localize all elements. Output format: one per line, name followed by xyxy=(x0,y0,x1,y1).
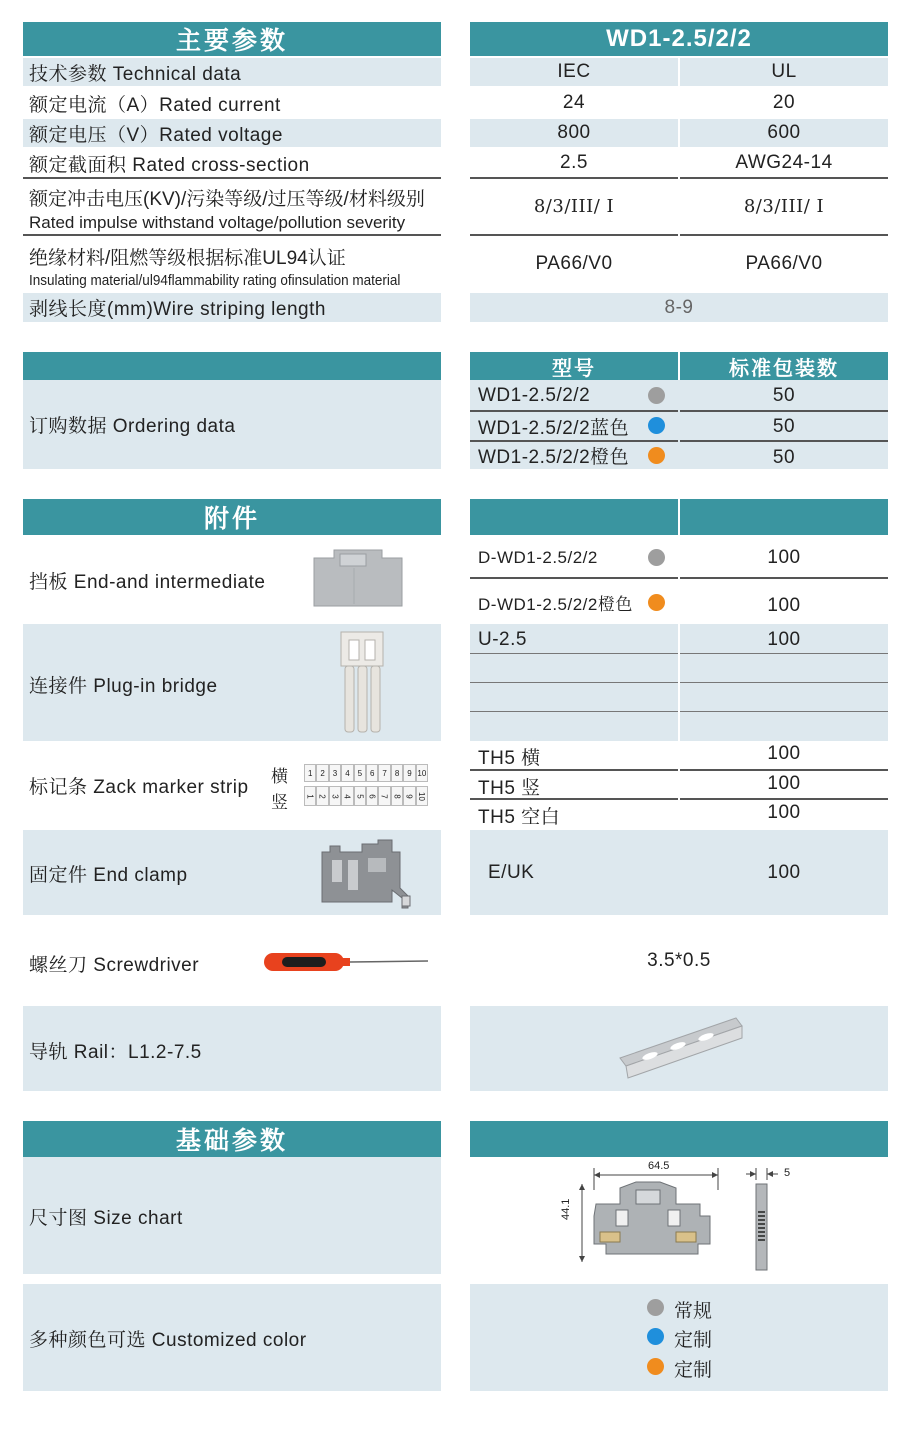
insulation-label-cn: 绝缘材料/阻燃等级根据标准UL94认证 xyxy=(29,248,346,269)
marker-cell: 10 xyxy=(416,764,428,782)
marker-item-qty: 100 xyxy=(767,743,801,764)
dimension-height: 44.1 xyxy=(560,1198,572,1220)
size-chart-label: 尺寸图 Size chart xyxy=(29,1207,183,1229)
marker-cell-text: 1 xyxy=(305,793,315,799)
end-plate-item-qty: 100 xyxy=(767,547,801,568)
accessories-header: 附件 xyxy=(23,499,441,535)
divider xyxy=(680,711,888,712)
divider xyxy=(470,234,678,236)
marker-cell: 2 xyxy=(316,764,328,782)
divider xyxy=(680,177,888,179)
marker-cell-text: 7 xyxy=(380,793,390,799)
screwdriver-image xyxy=(262,946,432,978)
clamp-model: E/UK xyxy=(488,862,535,883)
marker-cell-text: 3 xyxy=(330,793,340,799)
marker-cell-text: 8 xyxy=(392,793,402,799)
marker-cell xyxy=(378,786,390,806)
divider xyxy=(680,440,888,442)
main-params-header: 主要参数 xyxy=(23,22,441,56)
col-model-header: 型号 xyxy=(470,352,678,380)
marker-cell xyxy=(329,786,341,806)
divider xyxy=(470,682,678,683)
divider xyxy=(470,769,678,771)
divider xyxy=(680,577,888,579)
ul-header: UL xyxy=(771,61,797,82)
marker-cell: 4 xyxy=(341,764,353,782)
marker-cell-text: 4 xyxy=(342,793,352,799)
marker-strip-horizontal xyxy=(304,764,428,782)
gray-dot-icon xyxy=(648,387,665,404)
cross-section-label: 额定截面积 Rated cross-section xyxy=(29,154,310,176)
cross-section-ul: AWG24-14 xyxy=(735,152,833,173)
ordering-label: 订购数据 Ordering data xyxy=(29,416,236,437)
impulse-iec: 8/3/III/ I xyxy=(533,195,615,217)
marker-cell xyxy=(391,786,403,806)
rated-current-label: 额定电流（A）Rated current xyxy=(29,94,281,116)
wire-strip-label: 剥线长度(mm)Wire striping length xyxy=(29,299,326,320)
basic-header-bar xyxy=(470,1121,888,1157)
color-option-custom-orange: 定制 xyxy=(674,1360,713,1381)
rated-voltage-ul: 600 xyxy=(767,122,801,143)
divider xyxy=(23,234,441,236)
dimension-drawing xyxy=(560,1160,800,1272)
divider xyxy=(470,177,678,179)
accessories-header-bar xyxy=(470,499,678,535)
custom-color-label: 多种颜色可选 Customized color xyxy=(29,1329,307,1351)
gray-dot-icon xyxy=(647,1299,664,1316)
orange-dot-icon xyxy=(648,447,665,464)
marker-horizontal-label: 横 xyxy=(271,767,288,786)
end-plate-item-model-text: D-WD1-2.5/2/2 xyxy=(478,548,598,567)
dimension-width: 64.5 xyxy=(648,1160,670,1172)
din-rail-image xyxy=(616,1012,746,1086)
marker-cell-text: 5 xyxy=(355,793,365,799)
divider xyxy=(470,577,678,579)
impulse-label-cn: 额定冲击电压(KV)/污染等级/过压等级/材料级别 xyxy=(29,189,425,210)
marker-strip-vertical xyxy=(304,786,428,806)
marker-vertical-label: 竖 xyxy=(271,793,288,812)
marker-cell xyxy=(366,786,378,806)
accessories-header-bar xyxy=(680,499,888,535)
marker-cell-text: 2 xyxy=(318,793,328,799)
technical-data-label: 技术参数 Technical data xyxy=(29,63,242,85)
order-item-model-text: WD1-2.5/2/2橙色 xyxy=(478,446,630,468)
order-item-qty: 50 xyxy=(772,416,796,437)
order-item-model-text: WD1-2.5/2/2 xyxy=(478,385,591,406)
marker-cell xyxy=(403,786,415,806)
orange-dot-icon xyxy=(648,594,665,611)
rated-current-ul: 20 xyxy=(772,92,796,113)
divider xyxy=(470,653,678,654)
orange-dot-icon xyxy=(647,1358,664,1375)
bridge-qty: 100 xyxy=(767,629,801,650)
wire-strip-value: 8-9 xyxy=(664,296,694,318)
divider xyxy=(680,410,888,412)
marker-cell xyxy=(341,786,353,806)
divider xyxy=(23,177,441,179)
marker-item-qty: 100 xyxy=(767,802,801,823)
marker-cell: 5 xyxy=(354,764,366,782)
bridge-label: 连接件 Plug-in bridge xyxy=(29,675,218,697)
color-option-standard: 常规 xyxy=(674,1301,713,1322)
marker-strip-label: 标记条 Zack marker strip xyxy=(29,776,249,798)
model-header: WD1-2.5/2/2 xyxy=(470,22,888,56)
screwdriver-value: 3.5*0.5 xyxy=(647,950,711,971)
color-option-custom-blue: 定制 xyxy=(674,1330,713,1351)
rated-voltage-label: 额定电压（V）Rated voltage xyxy=(29,124,283,146)
rated-voltage-iec: 800 xyxy=(557,122,591,143)
marker-cell xyxy=(304,786,316,806)
impulse-ul: 8/3/III/ I xyxy=(743,195,825,217)
rated-current-iec: 24 xyxy=(562,92,586,113)
blue-dot-icon xyxy=(648,417,665,434)
marker-cell xyxy=(416,786,428,806)
cross-section-iec: 2.5 xyxy=(560,152,588,173)
marker-cell-text: 6 xyxy=(367,793,377,799)
end-plate-label: 挡板 End-and intermediate xyxy=(29,571,266,593)
divider xyxy=(470,798,678,800)
insulation-label xyxy=(29,243,439,289)
impulse-label-en: Rated impulse withstand voltage/pollution severity xyxy=(29,213,406,232)
rail-label: 导轨 Rail：L1.2-7.5 xyxy=(29,1041,202,1063)
marker-cell: 3 xyxy=(329,764,341,782)
marker-cell: 1 xyxy=(304,764,316,782)
marker-item-model: TH5 空白 xyxy=(478,806,561,828)
end-clamp-image xyxy=(318,838,414,910)
blue-dot-icon xyxy=(647,1328,664,1345)
divider xyxy=(680,653,888,654)
order-item-model-text: WD1-2.5/2/2蓝色 xyxy=(478,417,630,439)
marker-cell: 8 xyxy=(391,764,403,782)
impulse-label xyxy=(29,184,439,233)
col-qty-header: 标准包装数 xyxy=(680,352,888,380)
marker-cell xyxy=(316,786,328,806)
iec-header: IEC xyxy=(557,61,591,82)
end-plate-image xyxy=(310,548,406,608)
bridge-model: U-2.5 xyxy=(478,629,527,650)
order-item-qty: 50 xyxy=(772,385,796,406)
insulation-iec: PA66/V0 xyxy=(535,253,613,274)
gray-dot-icon xyxy=(648,549,665,566)
order-item-qty: 50 xyxy=(772,447,796,468)
marker-cell-text: 10 xyxy=(417,791,427,801)
end-clamp-label: 固定件 End clamp xyxy=(29,864,188,886)
divider xyxy=(680,234,888,236)
marker-cell: 7 xyxy=(378,764,390,782)
divider xyxy=(470,711,678,712)
marker-item-qty: 100 xyxy=(767,773,801,794)
screwdriver-label: 螺丝刀 Screwdriver xyxy=(29,954,200,976)
end-plate-item-qty: 100 xyxy=(767,595,801,616)
marker-item-model: TH5 横 xyxy=(478,747,541,769)
marker-cell-text: 9 xyxy=(404,793,414,799)
plug-in-bridge-image xyxy=(335,630,389,736)
insulation-ul: PA66/V0 xyxy=(745,253,823,274)
marker-item-model: TH5 竖 xyxy=(478,777,541,799)
basic-params-header: 基础参数 xyxy=(23,1121,441,1157)
end-plate-item-model-text: D-WD1-2.5/2/2橙色 xyxy=(478,594,633,614)
clamp-qty: 100 xyxy=(767,862,801,883)
ordering-header-bar xyxy=(23,352,441,380)
dimension-thickness: 5 xyxy=(784,1167,791,1179)
marker-cell: 6 xyxy=(366,764,378,782)
divider xyxy=(680,682,888,683)
marker-cell xyxy=(354,786,366,806)
marker-cell: 9 xyxy=(403,764,415,782)
insulation-label-en: Insulating material/ul94flammability rating ofinsulation material xyxy=(29,272,401,289)
